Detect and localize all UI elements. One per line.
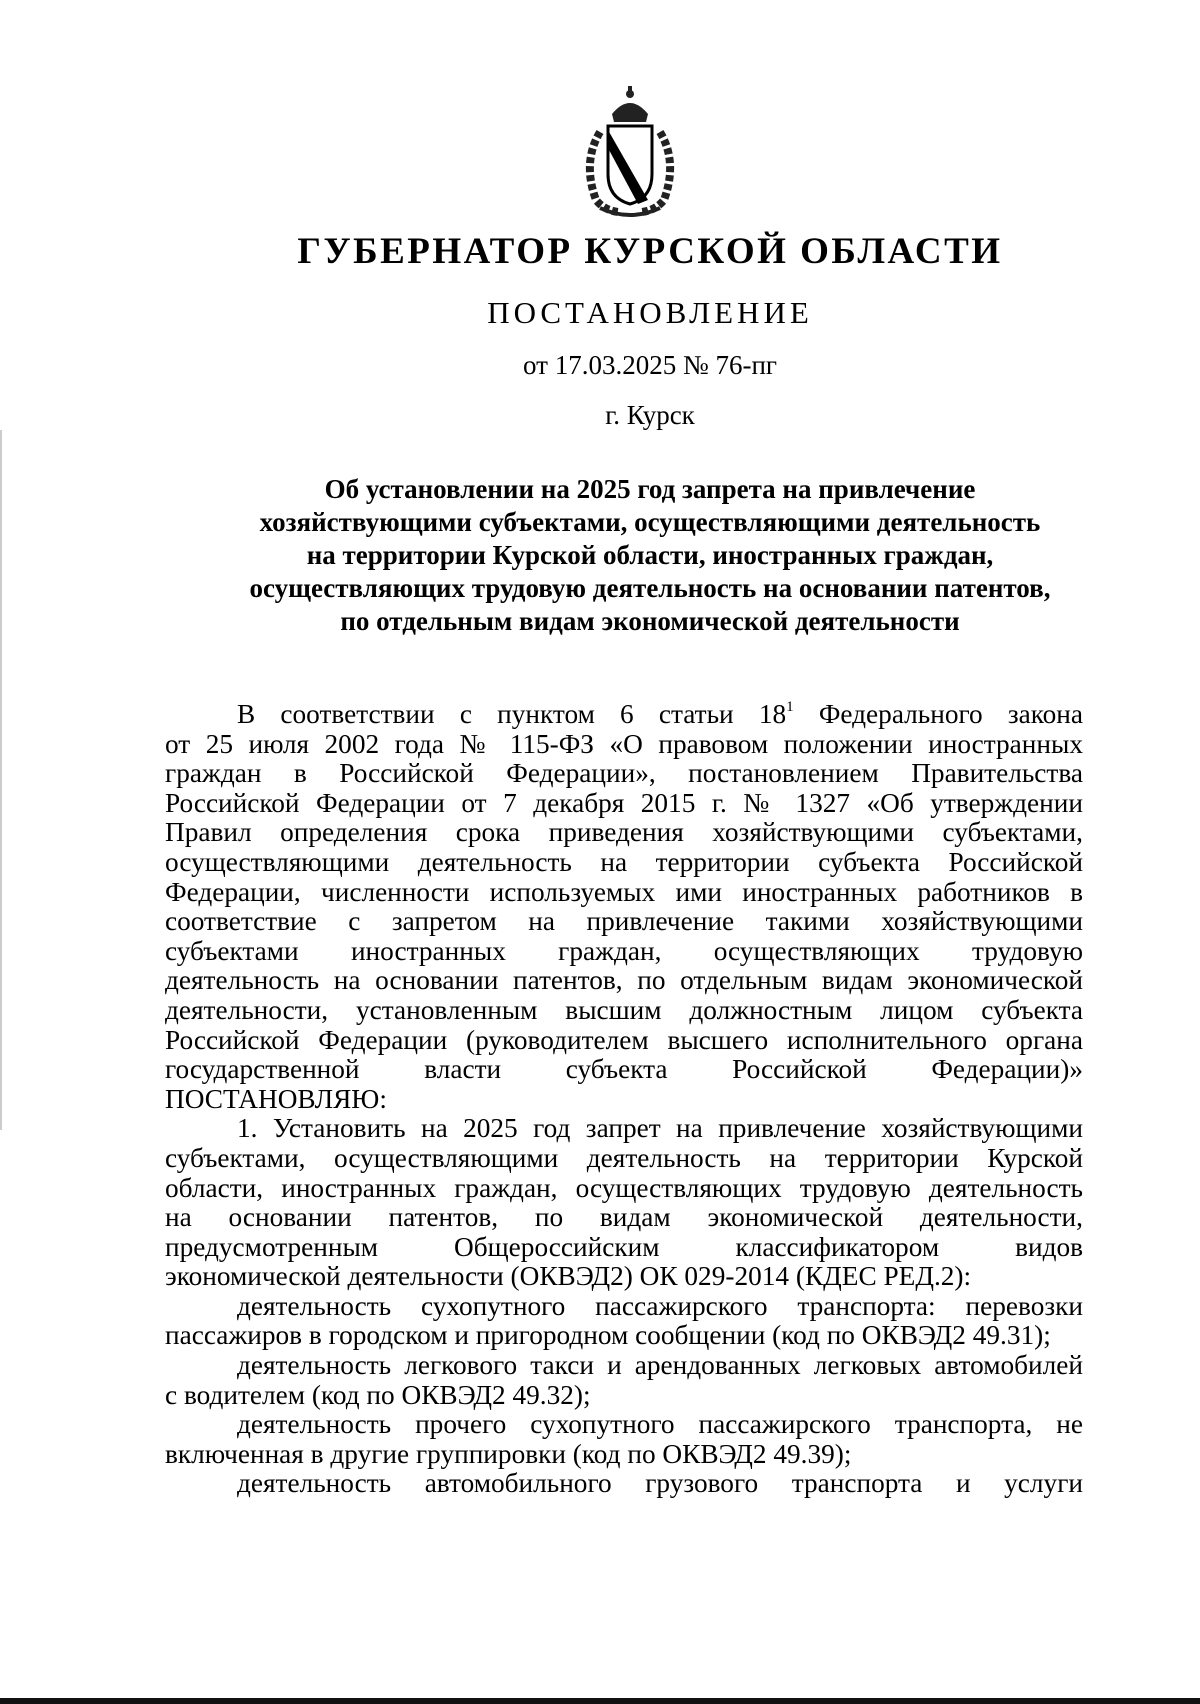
superscript: 1 [786, 699, 794, 715]
body-line: субъектами, осуществляющими деятельность на территории Курской [165, 1142, 1083, 1173]
subject-line: Об установлении на 2025 год запрета на привлечение [324, 474, 976, 504]
scan-margin-mark [0, 430, 2, 1130]
kursk-coat-of-arms-icon [560, 82, 700, 222]
body-line: пассажиров в городском и пригородном сообщении (код по ОКВЭД2 49.31); [165, 1320, 1051, 1351]
body-line: осуществляющими деятельность на территории субъекта Российской [165, 846, 1083, 877]
decree-subject [140, 473, 1160, 638]
body-line: государственной власти субъекта Российской Федерации)» [165, 1054, 1083, 1085]
body-line: соответствие с запретом на привлечение такими хозяйствующими [165, 906, 1083, 937]
body-line: Федерации, численности используемых ими иностранных работников в [165, 876, 1083, 907]
body-text: В соответствии с пунктом 6 статьи 18 [237, 699, 787, 729]
governor-title: ГУБЕРНАТОР КУРСКОЙ ОБЛАСТИ [297, 231, 1003, 272]
body-line: деятельность прочего сухопутного пассажирского транспорта, не [237, 1409, 1083, 1440]
body-line: с водителем (код по ОКВЭД2 49.32); [165, 1379, 591, 1410]
body-line: ПОСТАНОВЛЯЮ: [165, 1083, 387, 1114]
decree-body [165, 700, 1083, 1499]
body-line: субъектами иностранных граждан, осуществляющих трудовую [165, 935, 1083, 966]
body-line: деятельность сухопутного пассажирского транспорта: перевозки [237, 1290, 1083, 1321]
body-text: Федерального закона [793, 699, 1083, 729]
body-line: на основании патентов, по видам экономической деятельности, [165, 1202, 1083, 1233]
decree-city: г. Курск [605, 400, 695, 430]
body-line: деятельности, установленным высшим должностным лицом субъекта [165, 994, 1083, 1025]
body-line: граждан в Российской Федерации», постановлением Правительства [165, 758, 1083, 789]
body-line: Российской Федерации от 7 декабря 2015 г. № 1327 «Об утверждении [165, 787, 1083, 818]
subject-line: по отдельным видам экономической деятельности [340, 606, 960, 636]
body-line: деятельность автомобильного грузового транспорта и услуги [237, 1468, 1083, 1499]
subject-line: хозяйствующими субъектами, осуществляющими деятельность [259, 507, 1041, 537]
body-line: Правил определения срока приведения хозяйствующими субъектами, [165, 817, 1083, 848]
body-line: включенная в другие группировки (код по ОКВЭД2 49.39); [165, 1438, 852, 1469]
document-type: ПОСТАНОВЛЕНИЕ [487, 295, 813, 330]
decree-date-number: от 17.03.2025 № 76-пг [523, 350, 777, 380]
body-line: деятельность на основании патентов, по отдельным видам экономической [165, 965, 1083, 996]
body-line: 1. Установить на 2025 год запрет на привлечение хозяйствующими [237, 1113, 1083, 1144]
body-line: Российской Федерации (руководителем высшего исполнительного органа [165, 1024, 1083, 1055]
body-line [165, 700, 1083, 730]
body-line: области, иностранных граждан, осуществляющих трудовую деятельность [165, 1172, 1083, 1203]
body-line: деятельность легкового такси и арендованных легковых автомобилей [237, 1350, 1083, 1381]
body-line: экономической деятельности (ОКВЭД2) ОК 029-2014 (КДЕС РЕД.2): [165, 1261, 972, 1292]
body-line: от 25 июля 2002 года № 115-ФЗ «О правовом положении иностранных [165, 728, 1083, 759]
scan-bottom-edge [0, 1698, 1200, 1704]
subject-line: осуществляющих трудовую деятельность на основании патентов, [249, 573, 1051, 603]
body-line: предусмотренным Общероссийским классификатором видов [165, 1231, 1083, 1262]
subject-line: на территории Курской области, иностранных граждан, [306, 540, 994, 570]
